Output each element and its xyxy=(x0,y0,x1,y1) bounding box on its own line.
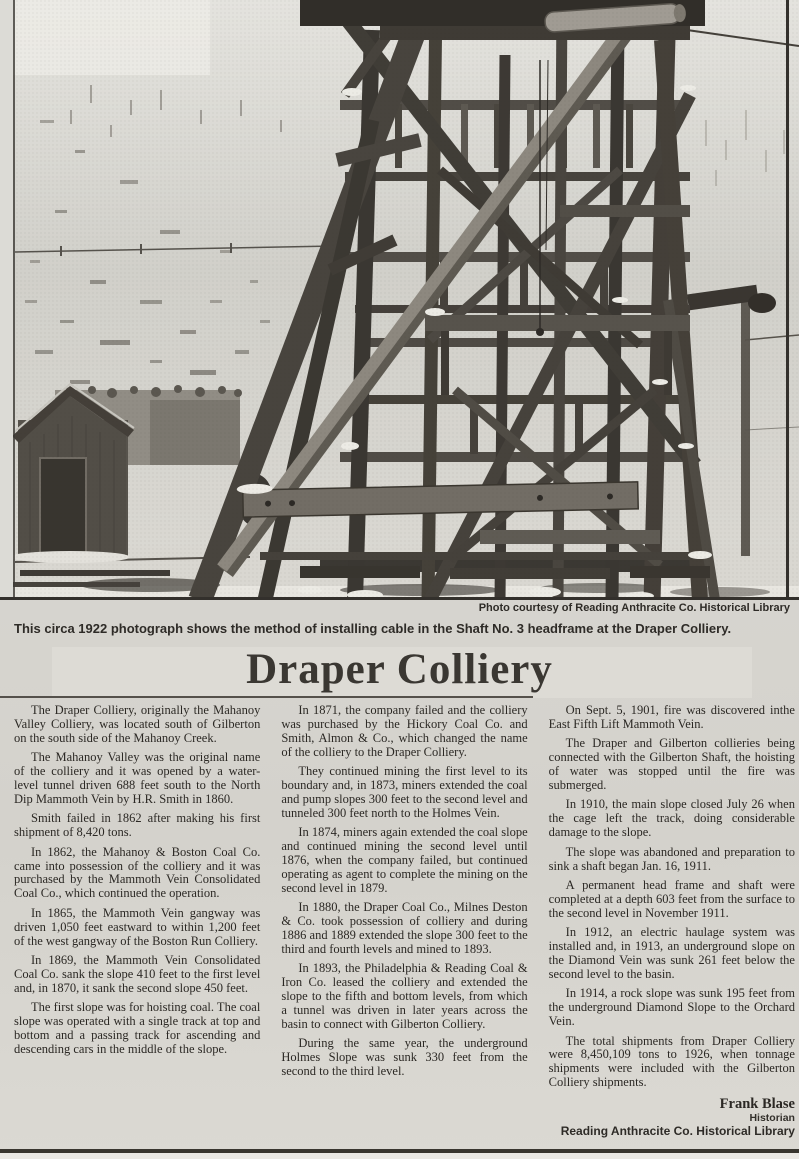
article-paragraph: In 1871, the company failed and the colliery was purchased by the Hickory Coal Co. and Smith, Almon & Co., which changed the name of the colliery to the Draper Colliery. xyxy=(281,703,528,759)
byline-organization: Reading Anthracite Co. Historical Library xyxy=(560,1123,795,1138)
article-paragraph: In 1865, the Mammoth Vein gangway was driven 1,050 feet eastward to within 1,200 feet of the west gangway of the Boston Run Colliery. xyxy=(14,905,261,948)
article-paragraph: The total shipments from Draper Colliery were 8,450,109 tons to 1926, when tonnage shipments were included with the Gilberton Colliery shipments. xyxy=(548,1033,795,1090)
article-paragraph: The first slope was for hoisting coal. The coal slope was operated with a single track at top and bottom and a passing track for ascending and descending cars in the middle of the slope. xyxy=(14,1000,261,1056)
page-title: Draper Colliery xyxy=(246,646,553,693)
article-paragraph: In 1893, the Philadelphia & Reading Coal & Iron Co. leased the colliery and extended the slope to the fifth and bottom levels, from which a tunnel was driven in later years across the basin to connect with Gilberton Colliery. xyxy=(281,961,528,1032)
article-paragraph: In 1912, an electric haulage system was installed and, in 1913, an underground slope on the Diamond Vein was sunk 261 feet below the second level to the basin. xyxy=(548,925,795,981)
article-column-2 xyxy=(281,704,527,1138)
article-paragraph: The Draper and Gilberton collieries being connected with the Gilberton Shaft, the hoisting of water was stopped until the fire was submerged. xyxy=(548,736,795,793)
article-paragraph: In 1910, the main slope closed July 26 when the cage left the track, doing considerable damage to the slope. xyxy=(548,797,795,840)
bottom-paper-edge xyxy=(0,1153,799,1159)
byline-title: Historian xyxy=(749,1111,795,1124)
byline xyxy=(549,1096,795,1138)
article-paragraph: In 1874, miners again extended the coal slope and continued mining the second level until 1876, when the company failed, but continued operating as agent to complete the mining on the second level in 1879. xyxy=(281,825,528,895)
byline-name: Frank Blase xyxy=(719,1095,795,1112)
headline-rule xyxy=(0,696,533,698)
article-paragraph: A permanent head frame and shaft were completed at a depth 603 feet from the surface to the second level in November 1911. xyxy=(548,877,795,920)
photo-caption: This circa 1922 photograph shows the method of installing cable in the Shaft No. 3 headframe at the Draper Colliery. xyxy=(14,621,732,636)
article-paragraph: They continued mining the first level to its boundary and, in 1873, miners extended the coal and pump slopes 300 feet to the second level and tunneled 300 feet north to the Holmes Vein. xyxy=(281,764,528,820)
article-paragraph: During the same year, the underground Holmes Slope was sunk 330 feet from the second to the third level. xyxy=(281,1036,528,1079)
article-body xyxy=(14,704,795,1138)
article-paragraph: The slope was abandoned and preparation to sink a shaft began Jan. 16, 1911. xyxy=(548,844,795,873)
article-column-3 xyxy=(549,704,795,1138)
article-paragraph: In 1880, the Draper Coal Co., Milnes Deston & Co. took possession of colliery and during 1886 and 1889 extended the slope 300 feet to the third and fourth levels and mined to 1893. xyxy=(281,900,528,956)
article-paragraph: In 1862, the Mahanoy & Boston Coal Co. came into possession of the colliery and it was purchased by the Mammoth Vein Consolidated Coal Co., which continued the operation. xyxy=(14,844,261,901)
article-paragraph: The Mahanoy Valley was the original name of the colliery and it was opened by a water-level tunnel driven 688 feet south to the North Dip Mammoth Vein by H.R. Smith in 1860. xyxy=(14,750,261,806)
article-paragraph: The Draper Colliery, originally the Mahanoy Valley Colliery, was located south of Gilberton on the south side of the Mahanoy Creek. xyxy=(14,703,261,745)
article-paragraph: Smith failed in 1862 after making his first shipment of 8,420 tons. xyxy=(14,811,261,840)
article-paragraph: In 1914, a rock slope was sunk 195 feet from the underground Diamond Slope to the Orchard Vein. xyxy=(548,986,795,1029)
article-paragraph: In 1869, the Mammoth Vein Consolidated Coal Co. sank the slope 410 feet to the first level and, in 1870, it sank the second slope 450 feet. xyxy=(14,953,261,995)
photo-credit: Photo courtesy of Reading Anthracite Co. Historical Library xyxy=(478,602,790,614)
article-paragraph: On Sept. 5, 1901, fire was discovered inthe East Fifth Lift Mammoth Vein. xyxy=(548,703,795,731)
article-column-1 xyxy=(14,704,260,1138)
